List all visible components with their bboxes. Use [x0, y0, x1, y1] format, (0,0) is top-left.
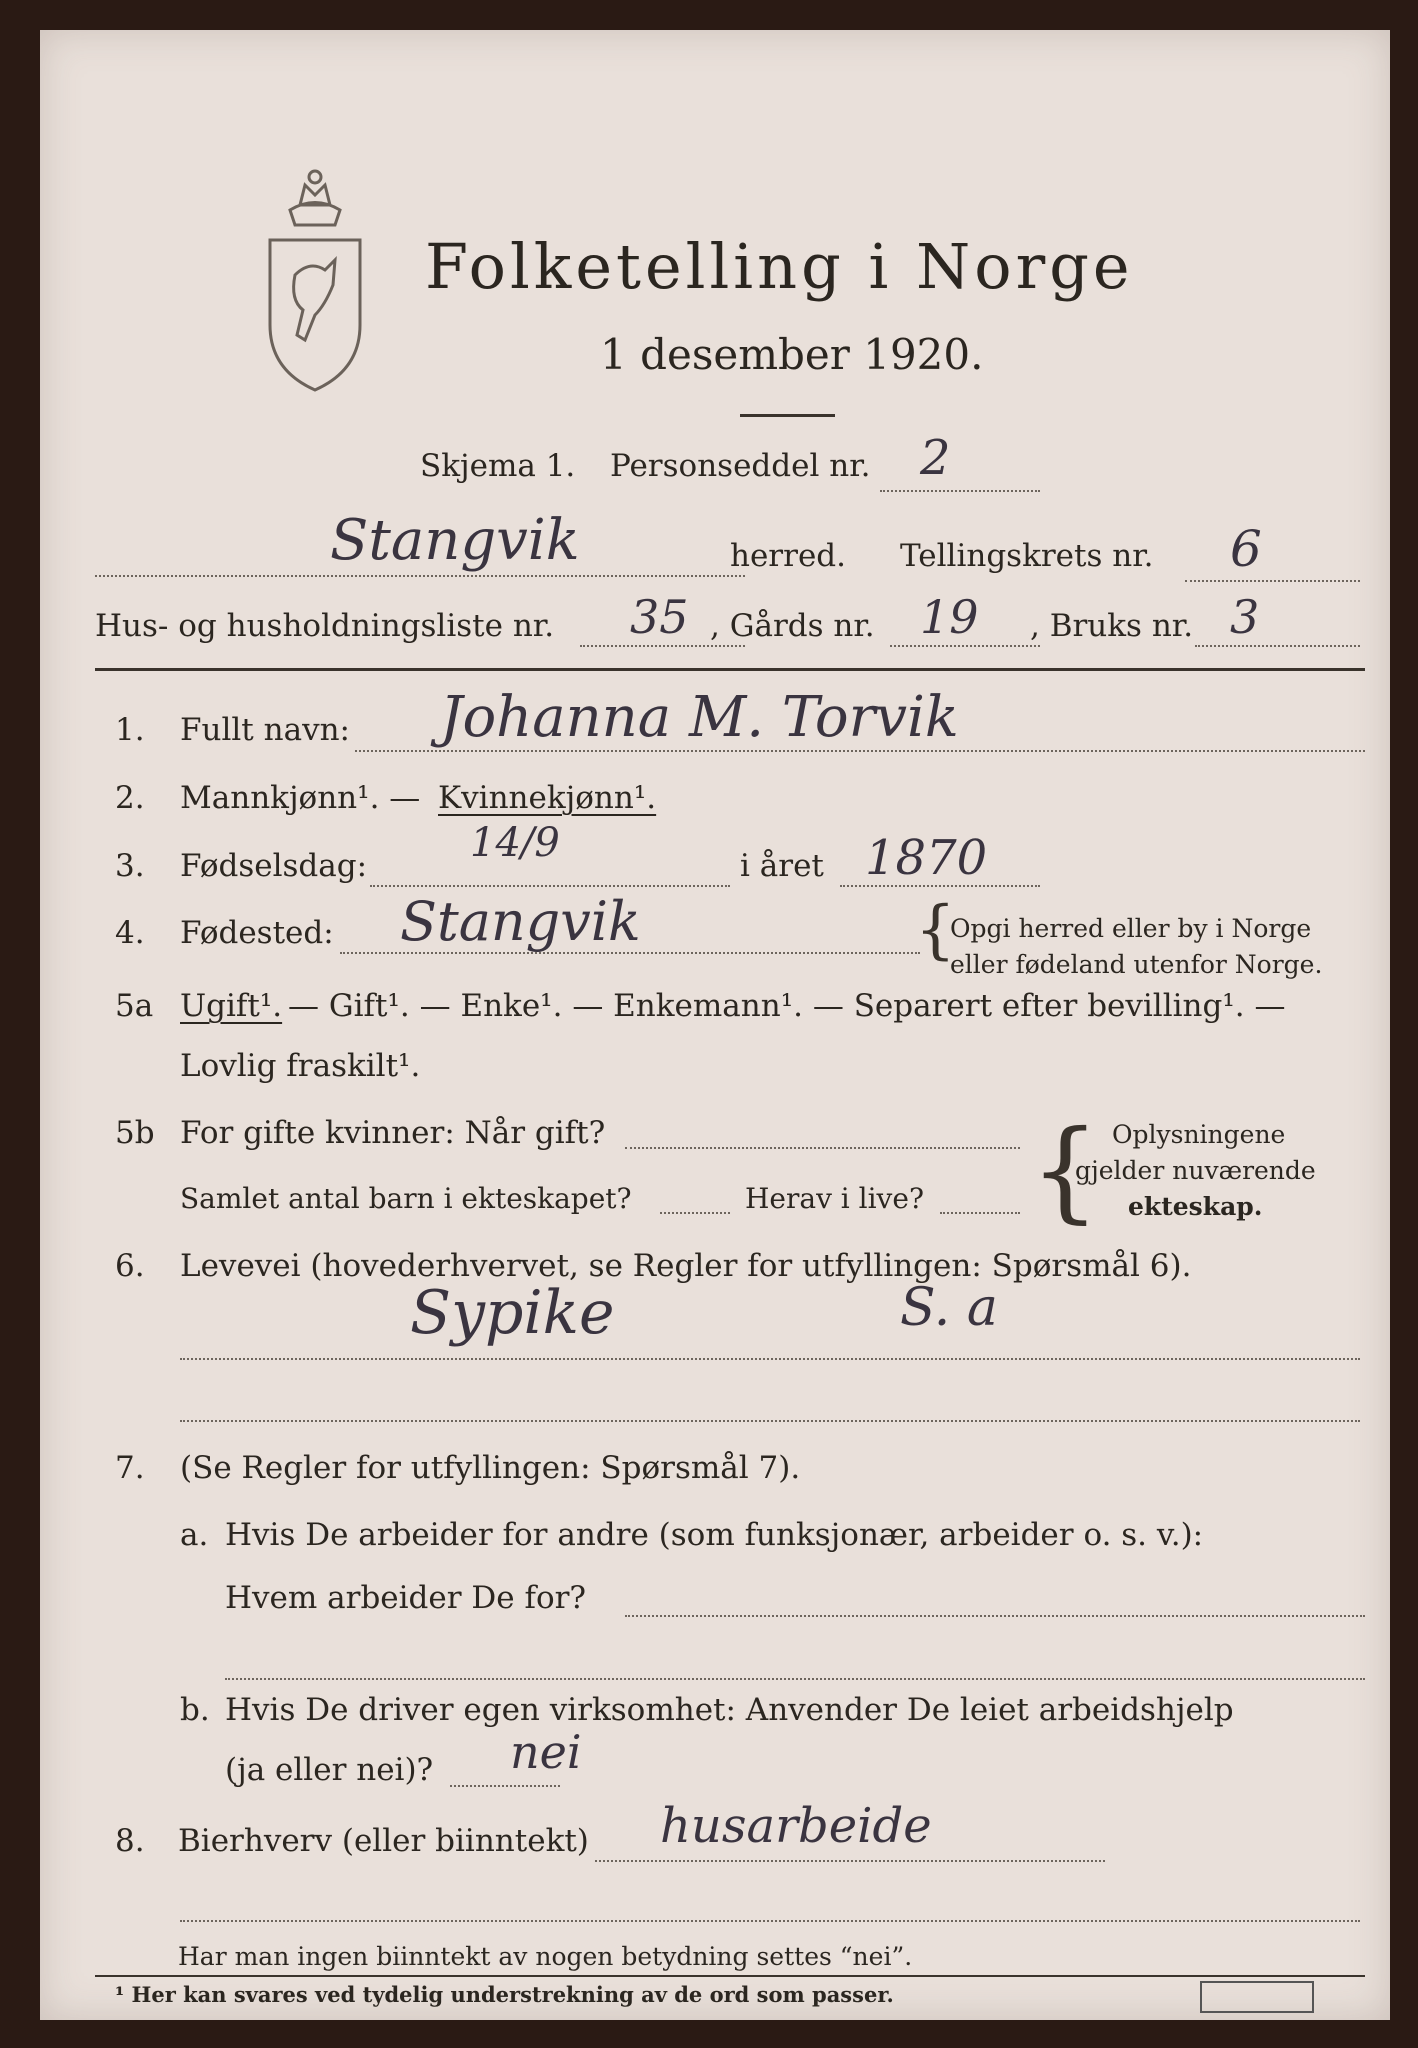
q7b-label-1: Hvis De driver egen virksomhet: Anvender De leiet arbeidshjelp [225, 1692, 1234, 1728]
q8-line-2 [180, 1920, 1360, 1922]
q6-line-1 [180, 1358, 1360, 1360]
q3-number: 3. [115, 848, 145, 884]
form-title: Folketelling i Norge [425, 230, 1134, 303]
q1-line [355, 750, 1365, 752]
q5a-number: 5a [115, 988, 154, 1024]
bruks-value: 3 [1230, 590, 1260, 644]
q8-label: Bierhverv (eller biinntekt) [178, 1823, 589, 1859]
q8-number: 8. [115, 1823, 145, 1859]
q7a-label-2: Hvem arbeider De for? [225, 1580, 587, 1616]
section-rule [95, 668, 1365, 671]
norway-coat-of-arms-icon [255, 165, 375, 400]
q4-value: Stangvik [400, 890, 641, 953]
q6-code: S. a [900, 1278, 998, 1338]
gards-value: 19 [920, 590, 979, 644]
hus-value: 35 [630, 590, 689, 644]
q7a-letter: a. [180, 1517, 209, 1553]
q8-line [595, 1860, 1105, 1862]
q6-line-2 [180, 1420, 1360, 1422]
tellingskrets-line [1185, 580, 1360, 582]
footnote-rule [95, 1975, 1365, 1977]
q1-number: 1. [115, 712, 145, 748]
q4-note-2: eller fødeland utenfor Norge. [950, 950, 1323, 979]
q5b-label-2: Samlet antal barn i ekteskapet? [180, 1182, 632, 1215]
q5b-line-2 [660, 1212, 730, 1214]
tellingskrets-value: 6 [1230, 520, 1262, 578]
q5b-note-1: Oplysningene [1112, 1120, 1286, 1149]
q7a-label-1: Hvis De arbeider for andre (som funksjonær, arbeider o. s. v.): [225, 1517, 1204, 1553]
q6-value: Sypike [410, 1278, 615, 1348]
q6-label: Levevei (hovederhvervet, se Regler for utfyllingen: Spørsmål 6). [180, 1248, 1192, 1284]
q1-value: Johanna M. Torvik [440, 685, 959, 750]
form-date: 1 desember 1920. [600, 330, 984, 379]
personseddel-label: Personseddel nr. [610, 448, 871, 484]
personseddel-line [880, 490, 1040, 492]
gards-label: , Gårds nr. [710, 608, 875, 644]
skjema-label: Skjema 1. [420, 448, 576, 484]
q5b-label-3: Herav i live? [745, 1182, 924, 1215]
q4-brace: { [915, 893, 956, 967]
q4-label: Fødested: [180, 915, 334, 951]
q7-number: 7. [115, 1450, 145, 1486]
q4-note-1: Opgi herred eller by i Norge [950, 914, 1312, 943]
q3-label: Fødselsdag: [180, 848, 368, 884]
q7b-value: nei [510, 1725, 582, 1779]
q8-value: husarbeide [660, 1798, 932, 1854]
divider [740, 414, 835, 417]
q6-number: 6. [115, 1248, 145, 1284]
q5b-line-1 [625, 1147, 1020, 1149]
bruks-line [1195, 645, 1360, 647]
gards-line [890, 645, 1040, 647]
herred-label: herred. [730, 538, 846, 574]
q7a-line-1 [625, 1615, 1365, 1617]
herred-value: Stangvik [330, 508, 580, 573]
printer-stamp [1200, 1981, 1314, 2013]
q2-male: Mannkjønn¹. — [180, 780, 421, 816]
personseddel-value: 2 [920, 430, 951, 486]
q5a-ugift: Ugift¹. [180, 988, 283, 1024]
q7b-letter: b. [180, 1692, 210, 1728]
q5a-options: — Gift¹. — Enke¹. — Enkemann¹. — Separert efter bevilling¹. — [288, 988, 1286, 1024]
q7b-label-2: (ja eller nei)? [225, 1752, 434, 1788]
q5b-brace: { [1030, 1106, 1100, 1234]
q2-female: Kvinnekjønn¹. [438, 780, 657, 816]
q4-number: 4. [115, 915, 145, 951]
q7a-line-2 [225, 1678, 1365, 1680]
q7-label: (Se Regler for utfyllingen: Spørsmål 7). [180, 1450, 801, 1486]
census-form [40, 30, 1390, 2020]
footnote: ¹ Her kan svares ved tydelig understrekning av de ord som passer. [115, 1982, 894, 2007]
q5b-label-1: For gifte kvinner: Når gift? [180, 1115, 606, 1151]
q7b-line [450, 1785, 560, 1787]
q3-value: 14/9 [470, 820, 560, 866]
bruks-label: , Bruks nr. [1030, 608, 1194, 644]
q3-year-label: i året [740, 848, 824, 884]
q2-number: 2. [115, 780, 145, 816]
q1-label: Fullt navn: [180, 712, 350, 748]
herred-line [95, 575, 745, 577]
q5b-note-3: ekteskap. [1128, 1192, 1263, 1221]
q3-line [370, 885, 730, 887]
q3-year-value: 1870 [865, 830, 988, 886]
q5a-line-2: Lovlig fraskilt¹. [180, 1048, 421, 1084]
q5b-number: 5b [115, 1115, 155, 1151]
tellingskrets-label: Tellingskrets nr. [900, 538, 1154, 574]
hus-label: Hus- og husholdningsliste nr. [95, 608, 555, 644]
biinntekt-note: Har man ingen biinntekt av nogen betydning settes “nei”. [178, 1942, 913, 1971]
hus-line [580, 645, 745, 647]
q5b-line-3 [940, 1212, 1020, 1214]
q5b-note-2: gjelder nuværende [1075, 1156, 1316, 1185]
